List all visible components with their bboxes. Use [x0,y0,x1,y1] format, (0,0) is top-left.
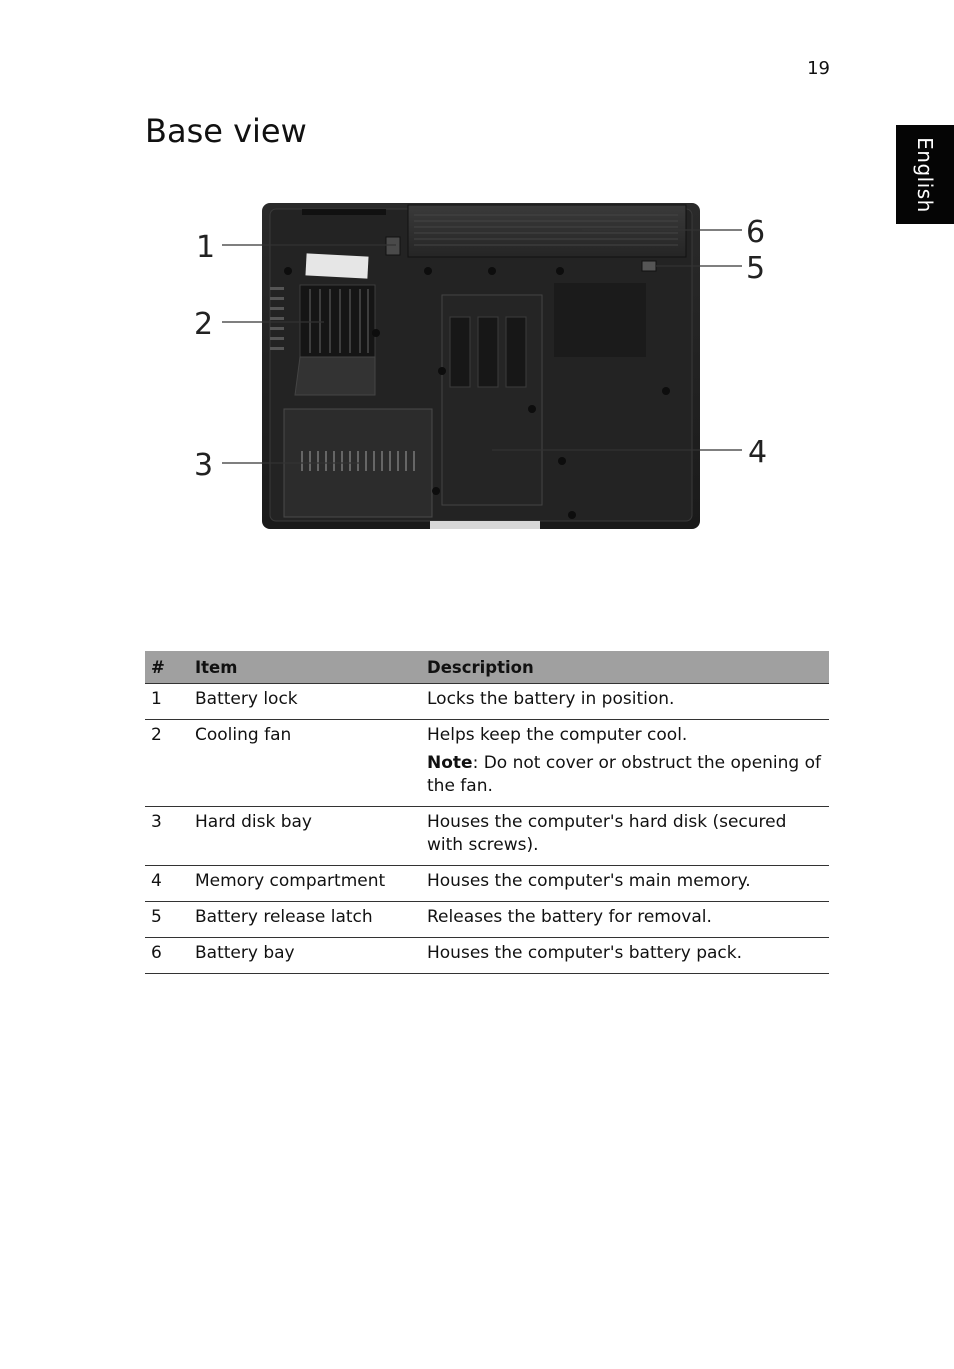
cooling-fan-area [300,285,375,357]
battery-release-latch-area [642,261,656,271]
row-number: 2 [145,720,189,807]
row-item: Battery bay [189,938,421,974]
row-description: Houses the computer's main memory. [421,866,829,902]
callout-4: 4 [748,435,768,470]
callout-2: 2 [194,307,214,342]
row-item: Hard disk bay [189,807,421,866]
table-row [145,866,829,902]
column-header-number: # [145,651,189,684]
row-number: 4 [145,866,189,902]
page-number: 19 [807,58,830,79]
row-description-cell [421,720,829,807]
row-number: 3 [145,807,189,866]
table-row [145,684,829,720]
row-number: 5 [145,902,189,938]
callout-3: 3 [194,448,214,483]
note-text: : Do not cover or obstruct the opening of the fan. [427,753,822,796]
row-item: Battery lock [189,684,421,720]
row-description: Locks the battery in position. [421,684,829,720]
language-tab-label: English [913,136,937,213]
row-description: Helps keep the computer cool. [427,725,688,745]
row-note [427,752,823,798]
laptop-base-drawing [190,195,780,540]
row-item: Cooling fan [189,720,421,807]
row-number: 6 [145,938,189,974]
table-row [145,720,829,807]
column-header-description: Description [421,651,829,684]
table-row [145,902,829,938]
table-header-row [145,651,829,684]
battery-lock-area [386,237,400,255]
row-item: Battery release latch [189,902,421,938]
callout-6: 6 [746,215,766,250]
callout-5: 5 [746,251,766,286]
column-header-item: Item [189,651,421,684]
base-view-table [145,651,829,974]
battery-bay-area [408,205,686,257]
table-row [145,938,829,974]
row-description: Houses the computer's hard disk (secured with screws). [421,807,829,866]
row-number: 1 [145,684,189,720]
laptop-base-illustration [190,195,780,540]
callout-1: 1 [196,230,216,265]
sticker [305,253,368,278]
row-description: Houses the computer's battery pack. [421,938,829,974]
language-tab [896,125,954,224]
table-row [145,807,829,866]
row-description: Releases the battery for removal. [421,902,829,938]
row-item: Memory compartment [189,866,421,902]
note-label: Note [427,753,473,773]
page-title: Base view [145,112,307,150]
